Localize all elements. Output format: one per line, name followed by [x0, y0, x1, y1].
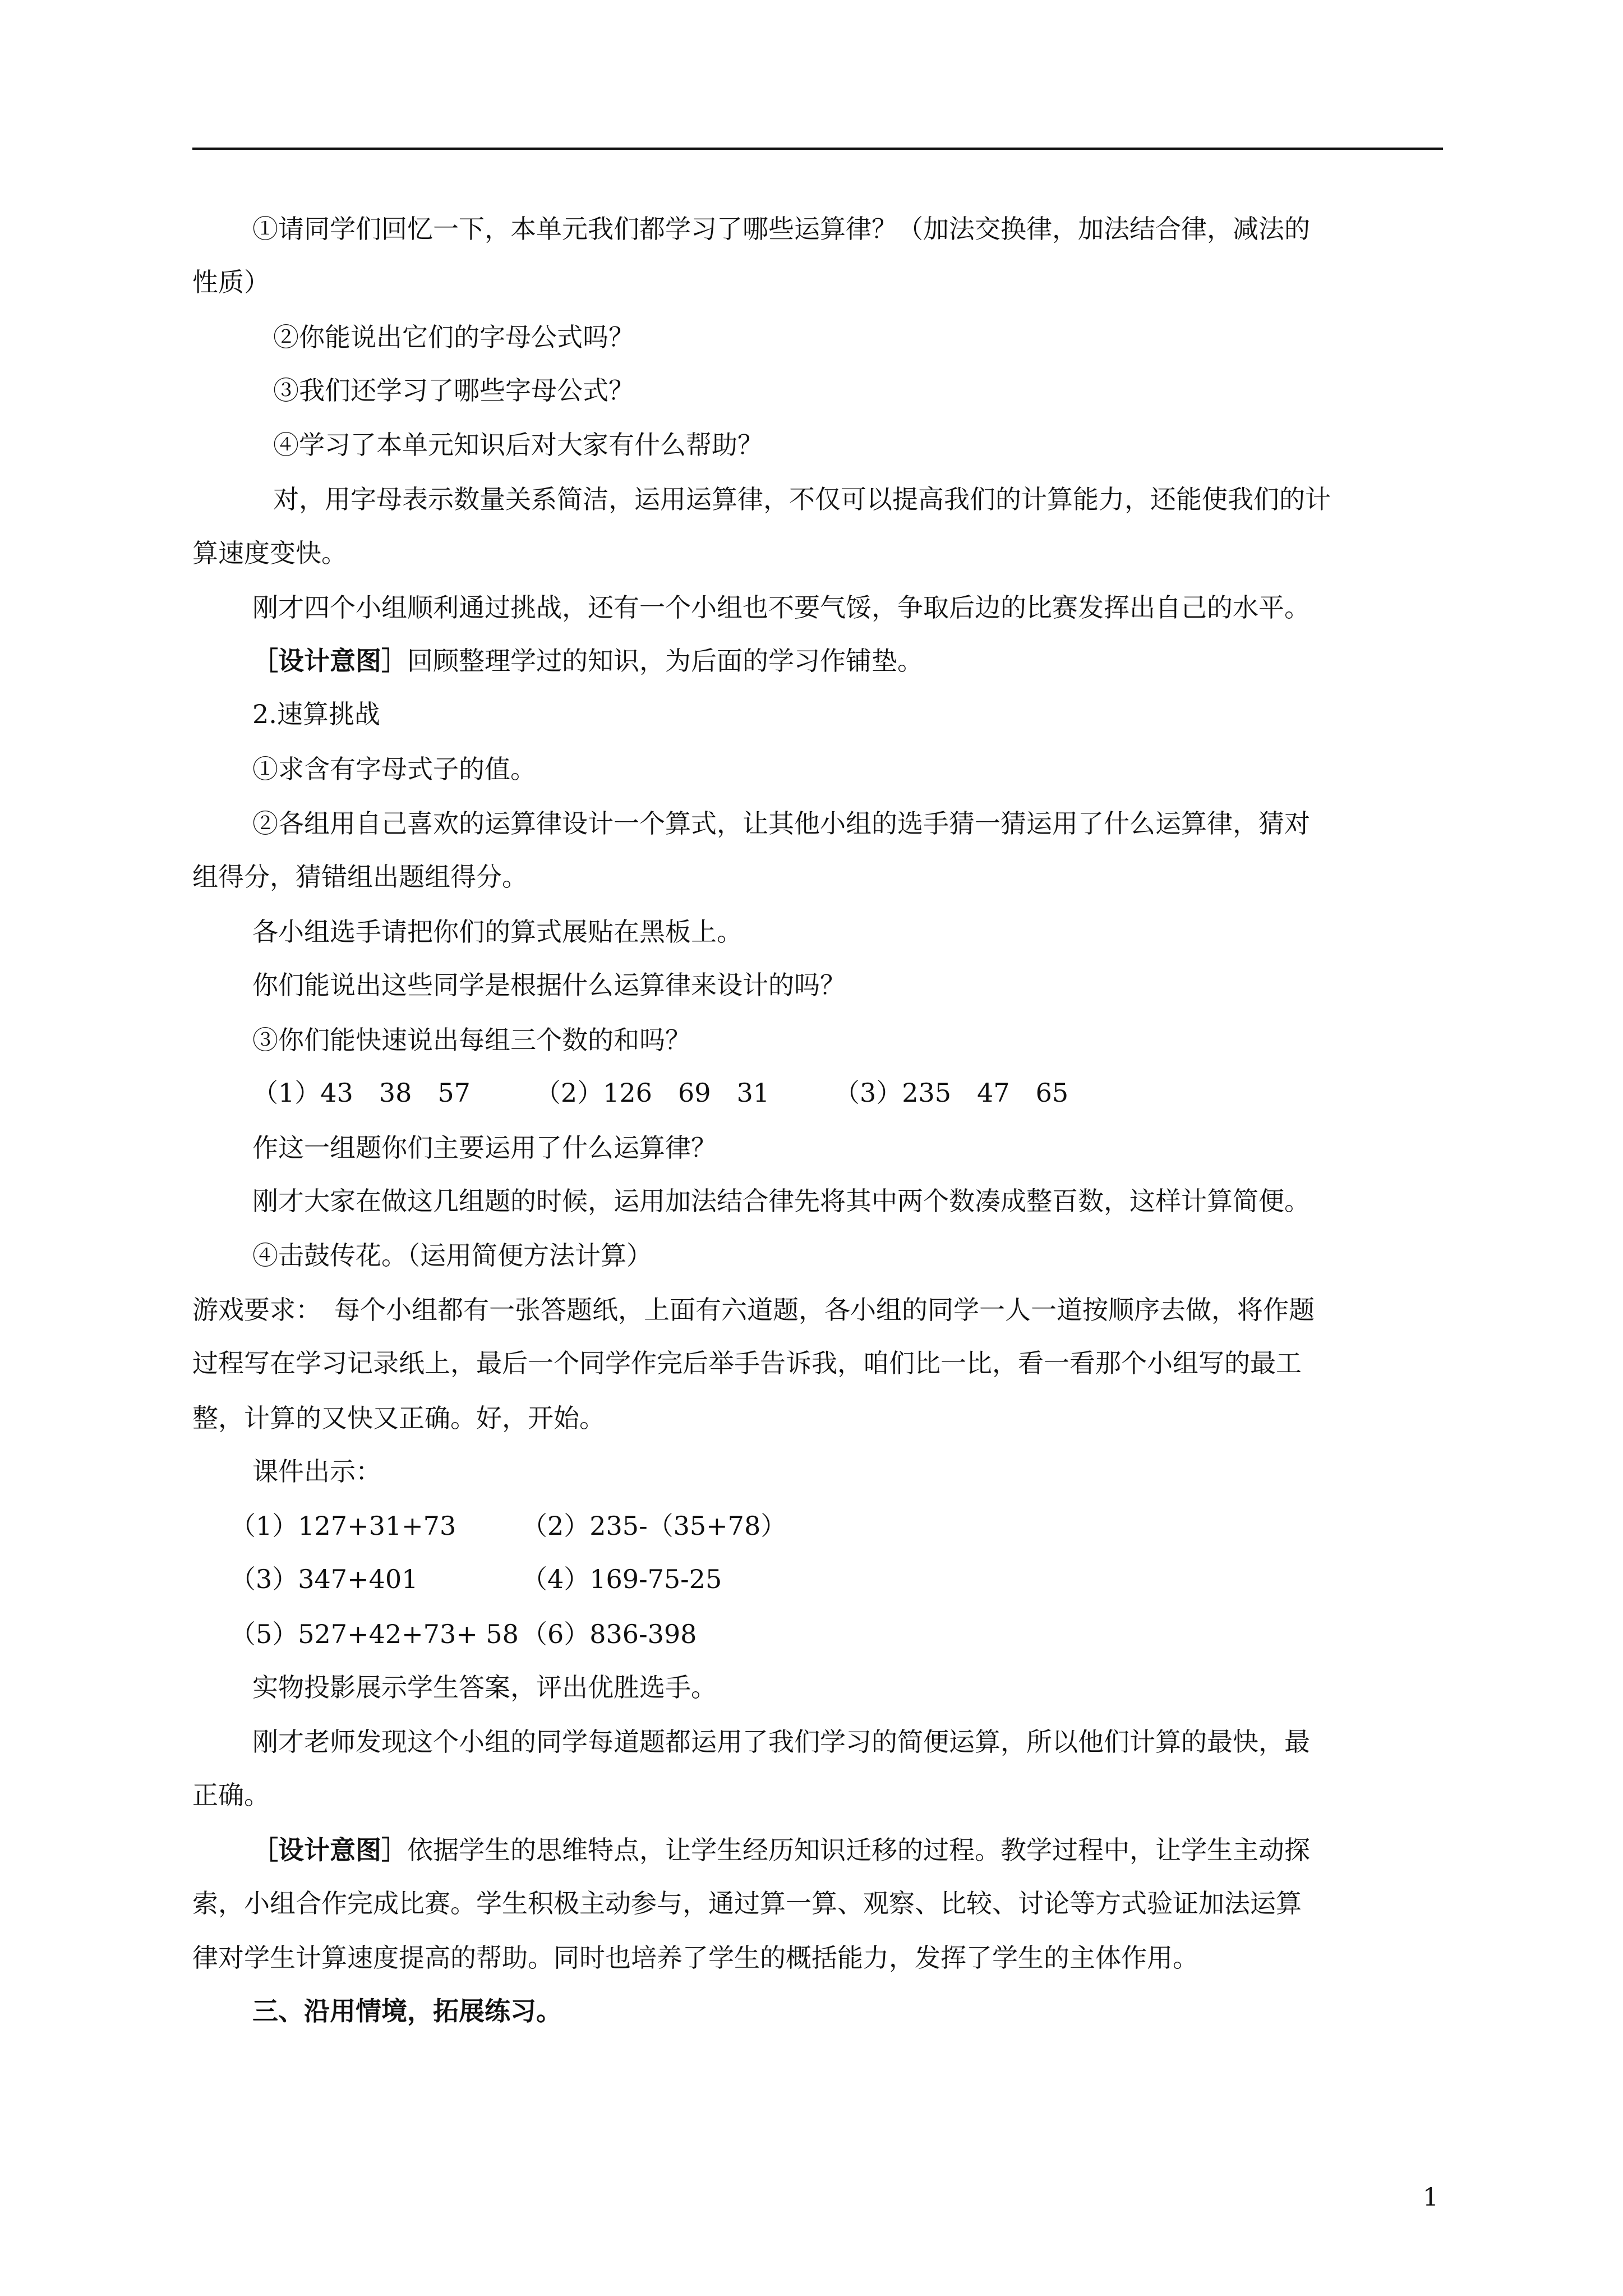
text-line: 刚才四个小组顺利通过挑战，还有一个小组也不要气馁，争取后边的比赛发挥出自己的水平。: [252, 592, 1310, 623]
design-intent-line: ［设计意图］回顾整理学过的知识，为后面的学习作铺垫。: [252, 646, 923, 676]
text-line: 正确。: [192, 1780, 270, 1810]
exercise-1: （1）127+31+73: [230, 1511, 457, 1541]
text-line: 作这一组题你们主要运用了什么运算律？: [252, 1133, 717, 1163]
text-line: ④击鼓传花。（运用简便方法计算）: [252, 1240, 652, 1271]
text-line: 整，计算的又快又正确。好，开始。: [192, 1403, 605, 1433]
text-line: 律对学生计算速度提高的帮助。同时也培养了学生的概括能力，发挥了学生的主体作用。: [192, 1943, 1198, 1973]
design-intent-line: ［设计意图］依据学生的思维特点，让学生经历知识迁移的过程。教学过程中，让学生主动探: [252, 1835, 1310, 1865]
text-line: 算速度变快。: [192, 538, 347, 568]
exercise-3: （3）347+401: [230, 1564, 418, 1594]
text-line: 组得分，猜错组出题组得分。: [192, 862, 528, 892]
exercise-4: （4）169-75-25: [522, 1564, 722, 1594]
header-rule: [192, 148, 1443, 150]
text-line: 课件出示：: [252, 1456, 381, 1487]
text-line: 实物投影展示学生答案，评出优胜选手。: [252, 1672, 717, 1703]
text-line: 刚才老师发现这个小组的同学每道题都运用了我们学习的简便运算，所以他们计算的最快，最: [252, 1727, 1310, 1757]
text-line: 各小组选手请把你们的算式展贴在黑板上。: [252, 917, 743, 947]
section-heading: 2.速算挑战: [252, 699, 380, 729]
text-line: ①求含有字母式子的值。: [252, 754, 536, 784]
text-line: 你们能说出这些同学是根据什么运算律来设计的吗？: [252, 970, 846, 1000]
text-line: ②你能说出它们的字母公式吗？: [273, 322, 634, 352]
exercise-5: （5）527+42+73+ 58: [230, 1619, 519, 1649]
text-line: 索，小组合作完成比赛。学生积极主动参与，通过算一算、观察、比较、讨论等方式验证加法运算: [192, 1888, 1302, 1918]
text-line: ④学习了本单元知识后对大家有什么帮助？: [273, 430, 763, 460]
page-number: 1: [1423, 2183, 1438, 2212]
text-line: 过程写在学习记录纸上，最后一个同学作完后举手告诉我，咱们比一比，看一看那个小组写的最工: [192, 1348, 1302, 1378]
section-heading: 三、沿用情境，拓展练习。: [252, 1996, 562, 2026]
text-line: ①请同学们回忆一下，本单元我们都学习了哪些运算律？（加法交换律，加法结合律，减法的: [252, 214, 1310, 244]
design-intent-label: ［设计意图］: [252, 646, 407, 676]
text-line: ③你们能快速说出每组三个数的和吗？: [252, 1025, 691, 1055]
design-intent-label: ［设计意图］: [252, 1835, 407, 1865]
text-line: ③我们还学习了哪些字母公式？: [273, 375, 634, 406]
text-line: ②各组用自己喜欢的运算律设计一个算式，让其他小组的选手猜一猜运用了什么运算律，猜对: [252, 808, 1310, 839]
text-line: 刚才大家在做这几组题的时候，运用加法结合律先将其中两个数凑成整百数，这样计算简便。: [252, 1186, 1310, 1216]
exercise-6: （6）836-398: [522, 1619, 697, 1649]
text-line: 游戏要求： 每个小组都有一张答题纸，上面有六道题，各小组的同学一人一道按顺序去做，将作题: [192, 1295, 1315, 1325]
text-line: 对，用字母表示数量关系简洁，运用运算律，不仅可以提高我们的计算能力，还能使我们的计: [273, 484, 1331, 514]
exercise-2: （2）235-（35+78）: [522, 1511, 787, 1541]
text-line: 性质）: [192, 267, 270, 297]
number-groups: （1）43 38 57 （2）126 69 31 （3）235 47 65: [252, 1078, 1069, 1108]
